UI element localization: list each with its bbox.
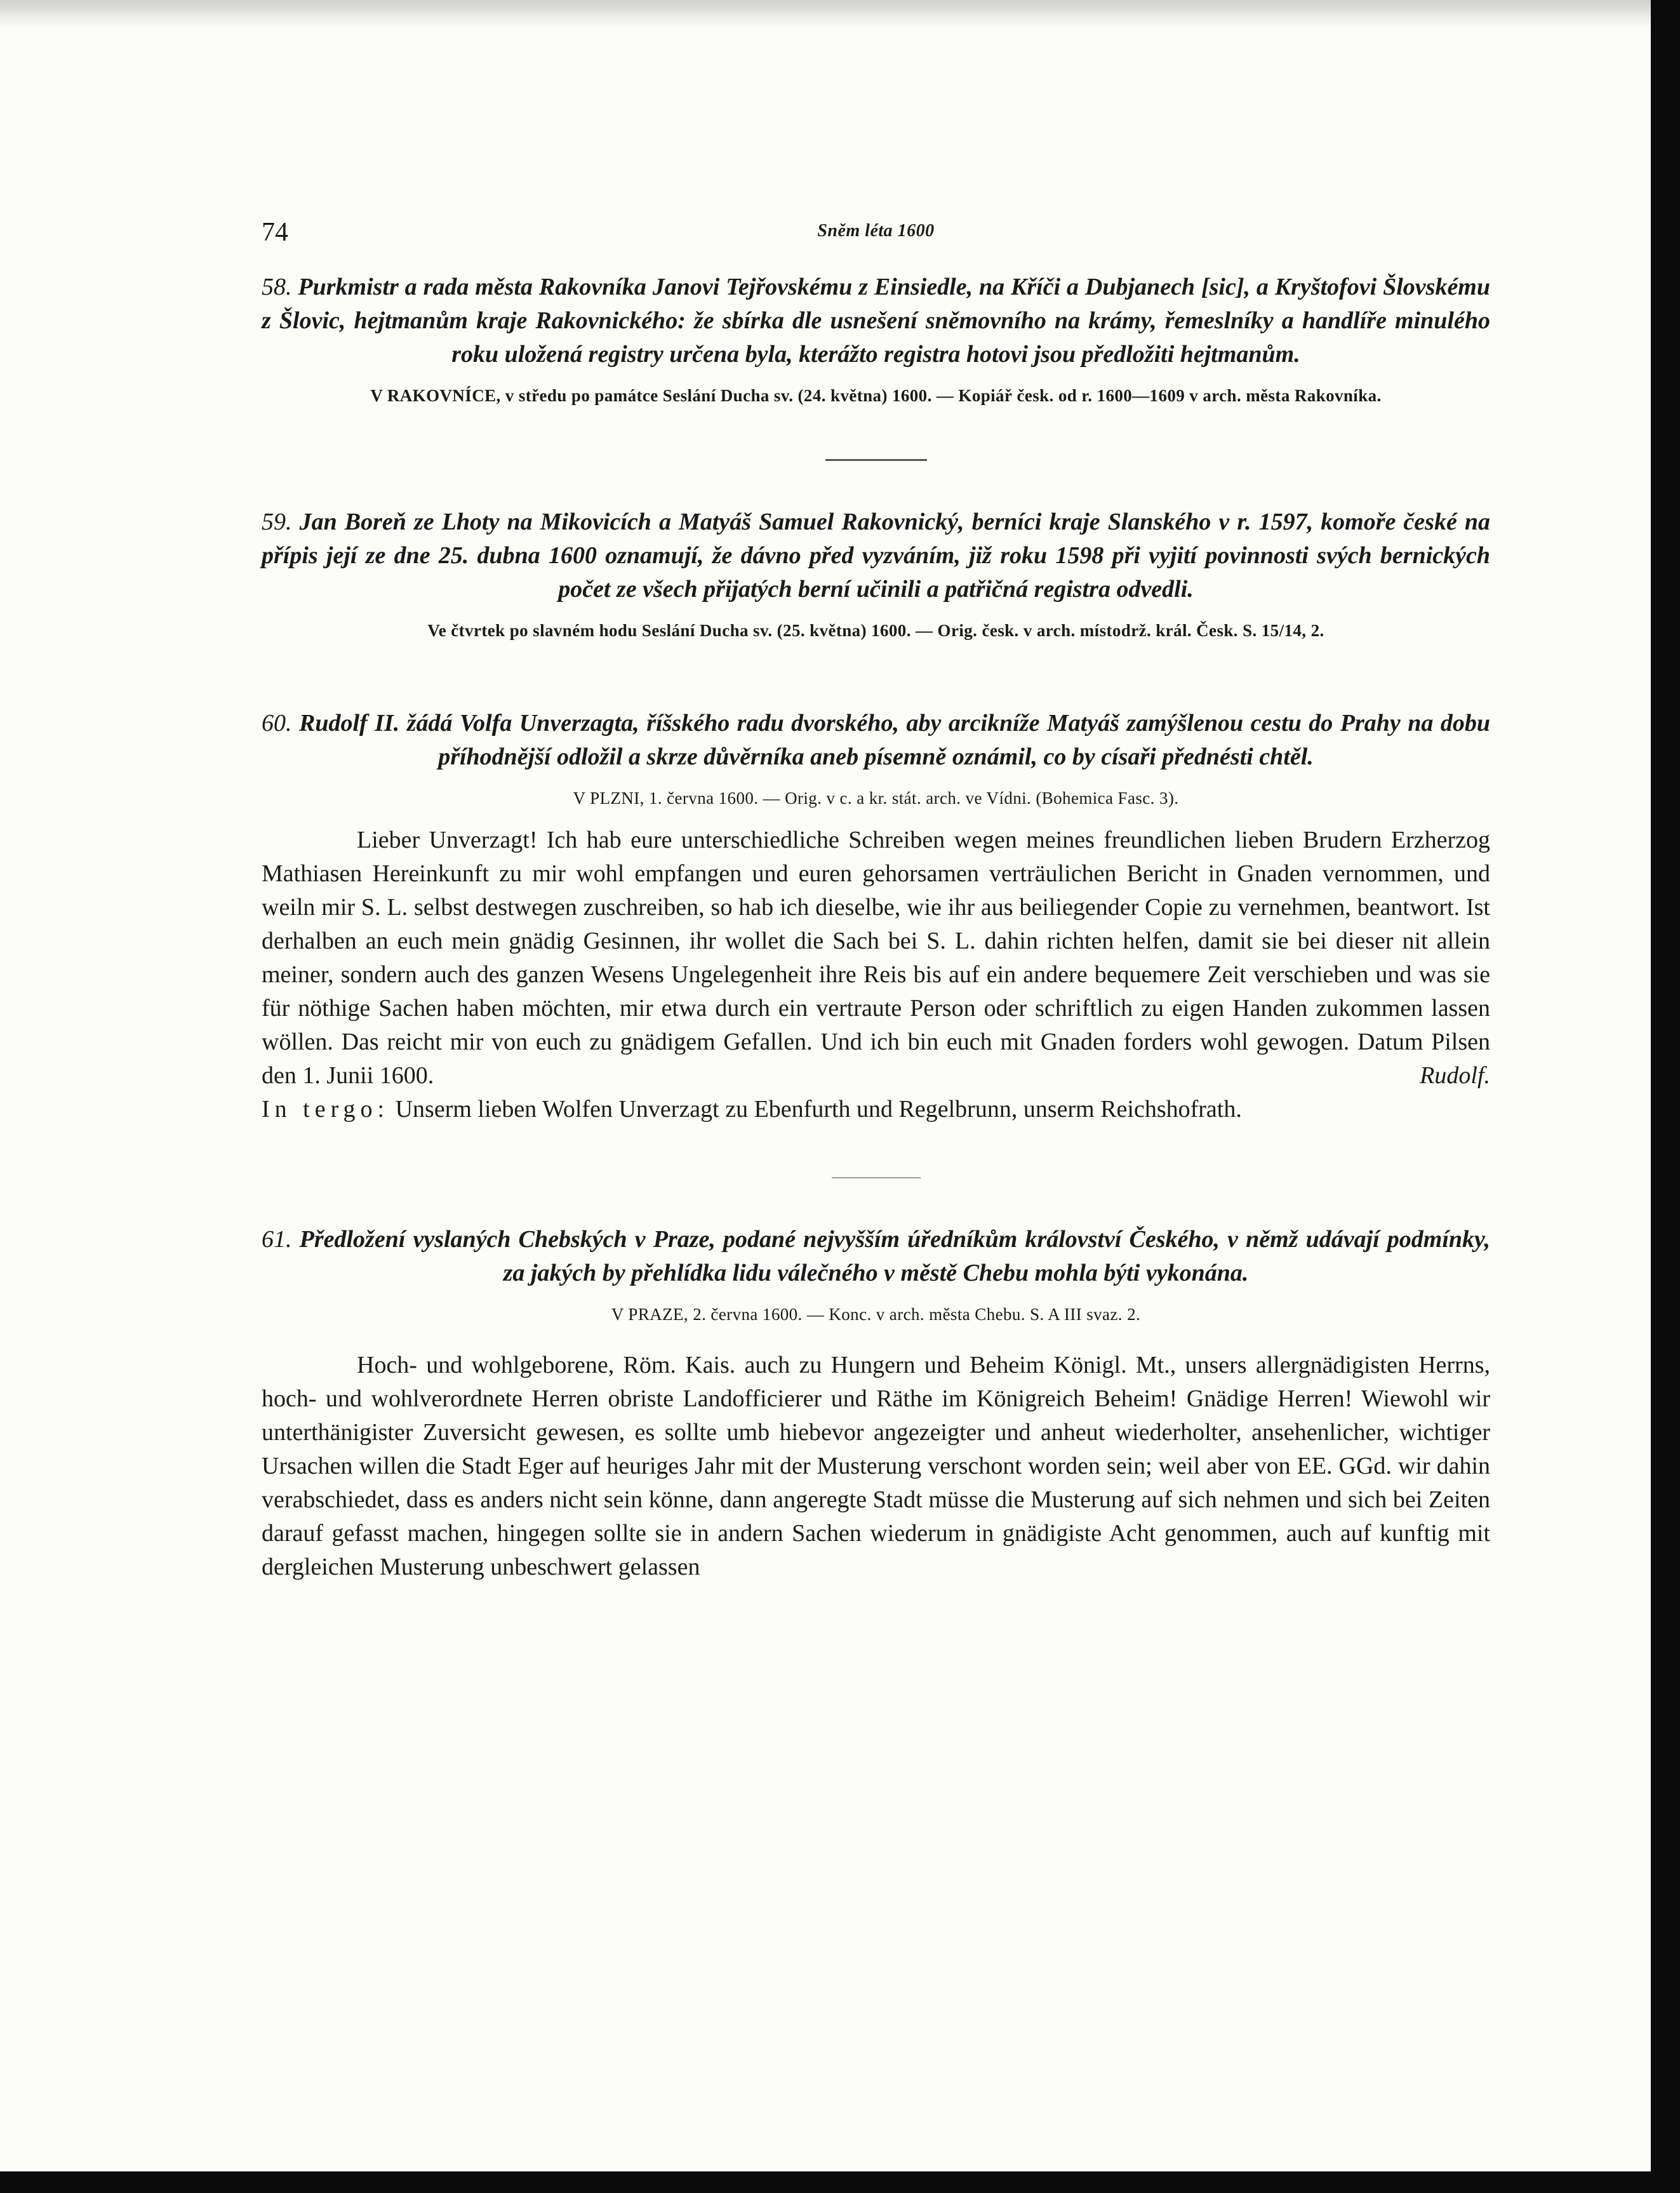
regest-text: Jan Boreň ze Lhoty na Mikovicích a Matyáš Samuel Rakovnický, berníci kraje Slanského v r. 1597, komoře české na přípis její ze dne 25. dubna 1600 oznamují, že dávno před vyzváním, již roku 1598 při vyjití povinnosti svých bernických počet ze všech přijatých berní učinili a patřičná registra odvedli.	[262, 509, 1491, 603]
entry-regest	[262, 1223, 1490, 1290]
regest-text: Rudolf II. žádá Volfa Unverzagta, říšského radu dvorského, aby arcikníže Matyáš zamýšlenou cestu do Prahy na dobu příhodnější odložil a skrze důvěrníka aneb písemně oznámil, co by císaři přednésti chtěl.	[299, 710, 1491, 770]
page-number: 74	[262, 218, 288, 247]
letter-body	[262, 823, 1490, 1093]
entry-58	[262, 270, 1490, 408]
entry-regest	[262, 270, 1490, 371]
entry-source: V PLZNI, 1. června 1600. — Orig. v c. a kr. stát. arch. ve Vídni. (Bohemica Fasc. 3).	[573, 789, 1179, 808]
entry-number: 60.	[262, 710, 292, 737]
section-gap	[262, 643, 1490, 707]
entry-number: 59.	[262, 509, 292, 535]
entry-regest	[262, 707, 1490, 774]
entry-body	[262, 1349, 1490, 1584]
page-content	[262, 210, 1490, 1584]
entry-source: V RAKOVNÍCE, v středu po památce Seslání Ducha sv. (24. května) 1600. — Kopiář česk. od r. 1600—1609 v arch. města Rakovníka.	[370, 386, 1382, 405]
entry-number: 61.	[262, 1226, 292, 1253]
entry-source: V PRAZE, 2. června 1600. — Konc. v arch. města Chebu. S. A III svaz. 2.	[611, 1305, 1141, 1324]
section-divider	[825, 459, 927, 461]
section-divider	[832, 1177, 921, 1178]
in-tergo-label: In tergo:	[262, 1096, 390, 1123]
entry-number: 58.	[262, 274, 292, 300]
regest-text: Předložení vyslaných Chebských v Praze, podané nejvyšším úředníkům království Českého, v němž udávají podmínky, za jakých by přehlídka lidu válečného v městě Chebu mohla býti vykonána.	[299, 1226, 1490, 1286]
entry-59	[262, 505, 1490, 643]
entry-61	[262, 1223, 1490, 1584]
entry-60	[262, 707, 1490, 1126]
running-head: Sněm léta 1600	[817, 221, 935, 241]
entry-body	[262, 823, 1490, 1126]
in-tergo	[262, 1093, 1490, 1126]
in-tergo-text: Unserm lieben Wolfen Unverzagt zu Ebenfurth und Regelbrunn, unserm Reichshofrath.	[395, 1096, 1242, 1123]
page-header	[262, 210, 1490, 254]
letter-body: Hoch- und wohlgeborene, Röm. Kais. auch zu Hungern und Beheim Königl. Mt., unsers allergnädigisten Herrns, hoch- und wohlverordnete Herren obriste Landofficierer und Räthe im Königreich Beheim! Gnädige Herren! Wiewohl wir unterthänigister Zuversicht gewesen, es sollte umb hiebevor angezeigter und anheut wiederholter, ansehenlicher, wichtiger Ursachen willen die Stadt Eger auf heuriges Jahr mit der Musterung verschont worden sein; weil aber von EE. GGd. wir dahin verabschiedet, dass es anders nicht sein könne, dann angeregte Stadt müsse die Musterung auf sich nehmen und sich bei Zeiten darauf gefasst machen, hingegen sollte sie in andern Sachen wiederum in gnädigiste Acht genommen, auch auf kunftig mit dergleichen Musterung unbeschwert gelassen	[262, 1352, 1490, 1580]
signature: Rudolf.	[1420, 1062, 1490, 1089]
entry-source: Ve čtvrtek po slavném hodu Seslání Ducha sv. (25. května) 1600. — Orig. česk. v arch. místodrž. král. Česk. S. 15/14, 2.	[427, 621, 1324, 640]
entry-regest	[262, 505, 1490, 606]
letter-text: Lieber Unverzagt! Ich hab eure unterschiedliche Schreiben wegen meines freundlichen lieben Brudern Erzherzog Mathiasen Hereinkunft zu mir wohl empfangen und euren gehorsamen verträulichen Bericht in Gnaden vernommen, und weiln mir S. L. selbst destwegen zuschreiben, so hab ich dieselbe, wie ihr aus beiliegender Copie zu vernehmen, beantwort. Ist derhalben an euch mein gnädig Gesinnen, ihr wollet die Sach bei S. L. dahin richten helfen, damit sie bei dieser nit allein meiner, sondern auch des ganzen Wesens Ungelegenheit ihre Reis bis auf ein andere bequemere Zeit verschieben und was sie für nöthige Sachen haben möchten, mir etwa durch ein vertraute Person oder schriftlich zu eigen Handen zukommen lassen wöllen. Das reicht mir von euch zu gnädigem Gefallen. Und ich bin euch mit Gnaden forders wohl gewogen. Datum Pilsen den 1. Junii 1600.	[262, 827, 1490, 1089]
page-top-shadow	[0, 0, 1651, 27]
regest-text: Purkmistr a rada města Rakovníka Janovi Tejřovskému z Einsiedle, na Kříči a Dubjanech [sic], a Kryštofovi Šlovskému z Šlovic, hejtmanům kraje Rakovnického: že sbírka dle usnešení sněmovního na krámy, řemeslníky a handlíře minulého roku uložená registry určena byla, kterážto registra hotovi jsou předložiti hejtmanům.	[262, 274, 1490, 368]
